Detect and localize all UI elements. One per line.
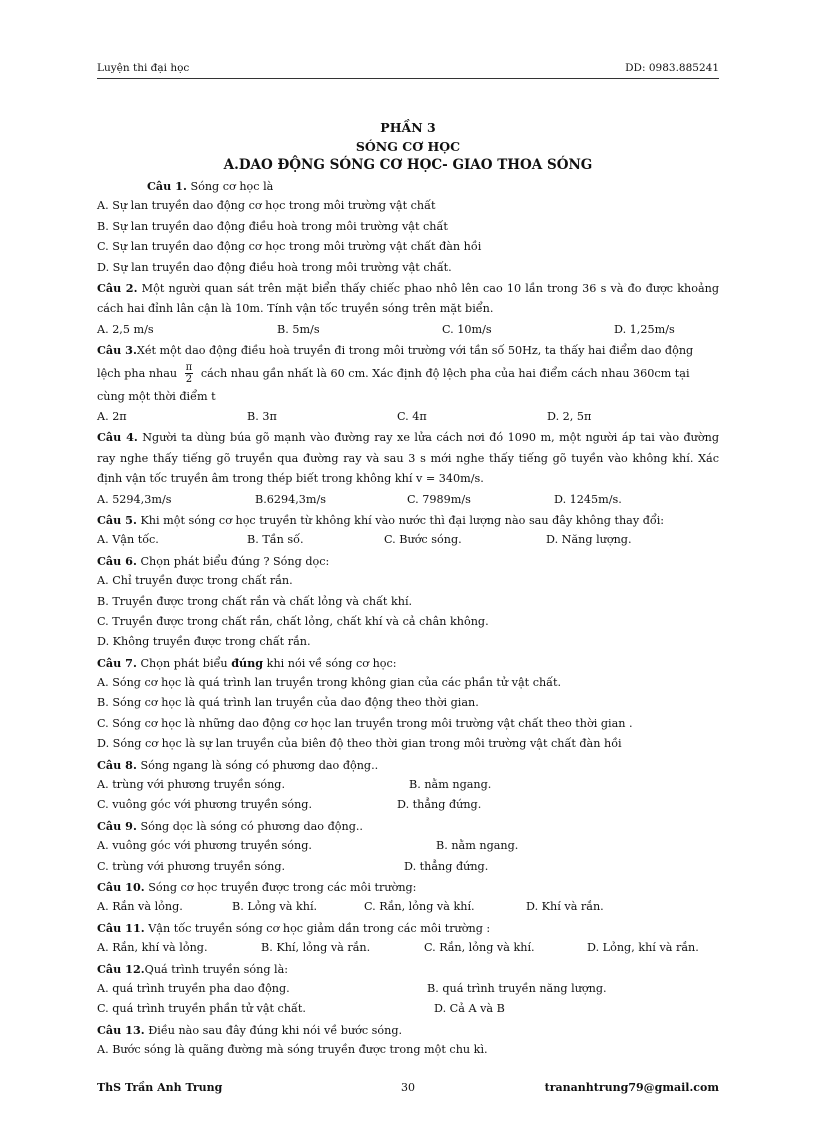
question-5: Câu 5. Khi một sóng cơ học truyền từ không khí vào nước thì đại lượng nào sau đây không thay đổi: bbox=[97, 512, 665, 527]
footer-author: ThS Trần Anh Trung bbox=[97, 1081, 223, 1094]
answer-c: C. quá trình truyền phần tử vật chất. bbox=[97, 1002, 306, 1016]
footer-email: trananhtrung79@gmail.com bbox=[544, 1081, 719, 1094]
answer-row bbox=[97, 407, 719, 427]
question-7: Câu 7. Chọn phát biểu đúng khi nói về sóng cơ học: bbox=[97, 655, 397, 670]
answer-b: B. Truyền được trong chất rắn và chất lỏng và chất khí. bbox=[97, 594, 413, 608]
answer-a: A. Chỉ truyền được trong chất rắn. bbox=[97, 574, 293, 588]
question-10: Câu 10. Sóng cơ học truyền được trong các môi trường: bbox=[97, 879, 417, 894]
answer-b: B. Khí, lỏng và rắn. bbox=[261, 941, 371, 955]
answer-d: D. thẳng đứng. bbox=[397, 798, 482, 812]
answer-row bbox=[97, 979, 719, 999]
question-8: Câu 8. Sóng ngang là sóng có phương dao động.. bbox=[97, 757, 379, 772]
answer-b: B. nằm ngang. bbox=[409, 778, 492, 792]
answer-a: A. vuông góc với phương truyền sóng. bbox=[97, 839, 312, 853]
answer-a: A. trùng với phương truyền sóng. bbox=[97, 778, 285, 792]
answer-b: B. Tần số. bbox=[247, 533, 304, 547]
answer-c: C. Sóng cơ học là những dao động cơ học lan truyền trong môi trường vật chất theo thời gian . bbox=[97, 716, 633, 730]
answer-c: C. 10m/s bbox=[442, 322, 492, 336]
answer-b: B. Lỏng và khí. bbox=[232, 900, 318, 914]
answer-c: C. Bước sóng. bbox=[384, 533, 462, 547]
answer-row bbox=[97, 775, 719, 795]
answer-c: C. vuông góc với phương truyền sóng. bbox=[97, 798, 313, 812]
question-3-line-3: cùng một thời điểm t bbox=[97, 389, 216, 403]
answer-a: A. Sóng cơ học là quá trình lan truyền trong không gian của các phần tử vật chất. bbox=[97, 676, 562, 690]
question-3-line-2: lệch pha nhau $\frac{\pi}{2}$ cách nhau gần nhất là 60 cm. Xác định độ lệch pha của hai điểm cách nhau 360cm tại bbox=[97, 362, 690, 386]
answer-row bbox=[97, 530, 719, 550]
answer-row bbox=[97, 938, 719, 958]
answer-d: D. thẳng đứng. bbox=[404, 859, 489, 873]
answer-c: C. 4π bbox=[397, 409, 427, 423]
topic-title: SÓNG CƠ HỌC bbox=[355, 139, 461, 154]
answer-b: B. Sự lan truyền dao động điều hoà trong môi trường vật chất bbox=[97, 219, 448, 233]
question-13: Câu 13. Điều nào sau đây đúng khi nói về bước sóng. bbox=[97, 1022, 403, 1037]
answer-a: A. quá trình truyền pha dao động. bbox=[97, 981, 290, 995]
question-1: Câu 1. Sóng cơ học là bbox=[147, 179, 274, 193]
page-number: 30 bbox=[401, 1081, 415, 1094]
answer-d: D. Cả A và B bbox=[434, 1002, 505, 1016]
question-4: Câu 4. Người ta dùng búa gõ mạnh vào đường ray xe lửa cách nơi đó 1090 m, một người áp tai vào đường ray nghe thấy tiếng gõ truyền qua đường ray và sau 3 s mới nghe thấy tiếng gõ tuyền vào không khí. Xác định vận tốc truyền âm trong thép biết trong không khí v = 340m/s. bbox=[97, 430, 719, 486]
header-left: Luyện thi đại học bbox=[97, 62, 190, 74]
answer-a: A. Vận tốc. bbox=[97, 533, 159, 547]
answer-c: C. Rắn, lỏng và khí. bbox=[424, 941, 535, 955]
question-2: Câu 2. Một người quan sát trên mặt biển thấy chiếc phao nhô lên cao 10 lần trong 36 s và đo được khoảng cách hai đỉnh lân cận là 10m. Tính vận tốc truyền sóng trên mặt biển. bbox=[97, 280, 719, 316]
answer-c: C. Truyền được trong chất rắn, chất lỏng, chất khí và cả chân không. bbox=[97, 614, 489, 628]
answer-d: D. 1245m/s. bbox=[554, 492, 622, 506]
answer-c: C. 7989m/s bbox=[407, 492, 471, 506]
answer-row bbox=[97, 490, 719, 510]
answer-a: A. Rắn và lỏng. bbox=[97, 900, 183, 914]
question-6: Câu 6. Chọn phát biểu đúng ? Sóng dọc: bbox=[97, 553, 330, 568]
answer-d: D. Lỏng, khí và rắn. bbox=[587, 941, 699, 955]
answer-d: D. 1,25m/s bbox=[614, 322, 675, 336]
answer-d: D. Sự lan truyền dao động điều hoà trong môi trường vật chất. bbox=[97, 260, 452, 274]
answer-row bbox=[97, 320, 719, 340]
answer-c: C. Rắn, lỏng và khí. bbox=[364, 900, 475, 914]
answer-d: D. Khí và rắn. bbox=[526, 900, 604, 914]
answer-c: C. Sự lan truyền dao động cơ học trong môi trường vật chất đàn hồi bbox=[97, 240, 482, 254]
answer-b: B.6294,3m/s bbox=[255, 492, 327, 506]
answer-c: C. trùng với phương truyền sóng. bbox=[97, 859, 286, 873]
answer-b: B. 3π bbox=[247, 409, 277, 423]
answer-d: D. 2, 5π bbox=[547, 409, 592, 423]
question-9: Câu 9. Sóng dọc là sóng có phương dao động.. bbox=[97, 818, 363, 833]
answer-row bbox=[97, 897, 719, 917]
answer-a: A. 5294,3m/s bbox=[97, 492, 172, 506]
answer-a: A. 2,5 m/s bbox=[97, 322, 154, 336]
fraction: $\frac{\pi}{2}$ bbox=[185, 362, 193, 386]
answer-a: A. 2π bbox=[97, 409, 127, 423]
page-header bbox=[97, 62, 719, 79]
answer-a: A. Sự lan truyền dao động cơ học trong môi trường vật chất bbox=[97, 199, 436, 213]
answer-b: B. quá trình truyền năng lượng. bbox=[427, 981, 607, 995]
part-title: PHẦN 3 bbox=[380, 120, 436, 135]
answer-d: D. Không truyền được trong chất rắn. bbox=[97, 635, 311, 649]
question-11: Câu 11. Vận tốc truyền sóng cơ học giảm dần trong các môi trường : bbox=[97, 920, 491, 935]
answer-b: B. Sóng cơ học là quá trình lan truyền của dao động theo thời gian. bbox=[97, 696, 479, 710]
answer-b: B. nằm ngang. bbox=[436, 839, 519, 853]
answer-row bbox=[97, 999, 719, 1019]
answer-row bbox=[97, 836, 719, 856]
title-block bbox=[97, 118, 719, 175]
answer-b: B. 5m/s bbox=[277, 322, 320, 336]
answer-row bbox=[97, 795, 719, 815]
question-12: Câu 12.Quá trình truyền sóng là: bbox=[97, 961, 289, 976]
questions bbox=[97, 176, 719, 1060]
answer-d: D. Năng lượng. bbox=[546, 533, 632, 547]
question-3: Câu 3.Xét một dao động điều hoà truyền đi trong môi trường với tần số 50Hz, ta thấy hai điểm dao động bbox=[97, 343, 694, 358]
answer-d: D. Sóng cơ học là sự lan truyền của biên độ theo thời gian trong môi trường vật chất đàn hồi bbox=[97, 737, 622, 751]
header-right: DD: 0983.885241 bbox=[625, 62, 719, 74]
answer-row bbox=[97, 857, 719, 877]
answer-a: A. Rắn, khí và lỏng. bbox=[97, 941, 208, 955]
section-title: A.DAO ĐỘNG SÓNG CƠ HỌC- GIAO THOA SÓNG bbox=[223, 157, 593, 173]
answer-a: A. Bước sóng là quãng đường mà sóng truyền được trong một chu kì. bbox=[97, 1043, 488, 1057]
